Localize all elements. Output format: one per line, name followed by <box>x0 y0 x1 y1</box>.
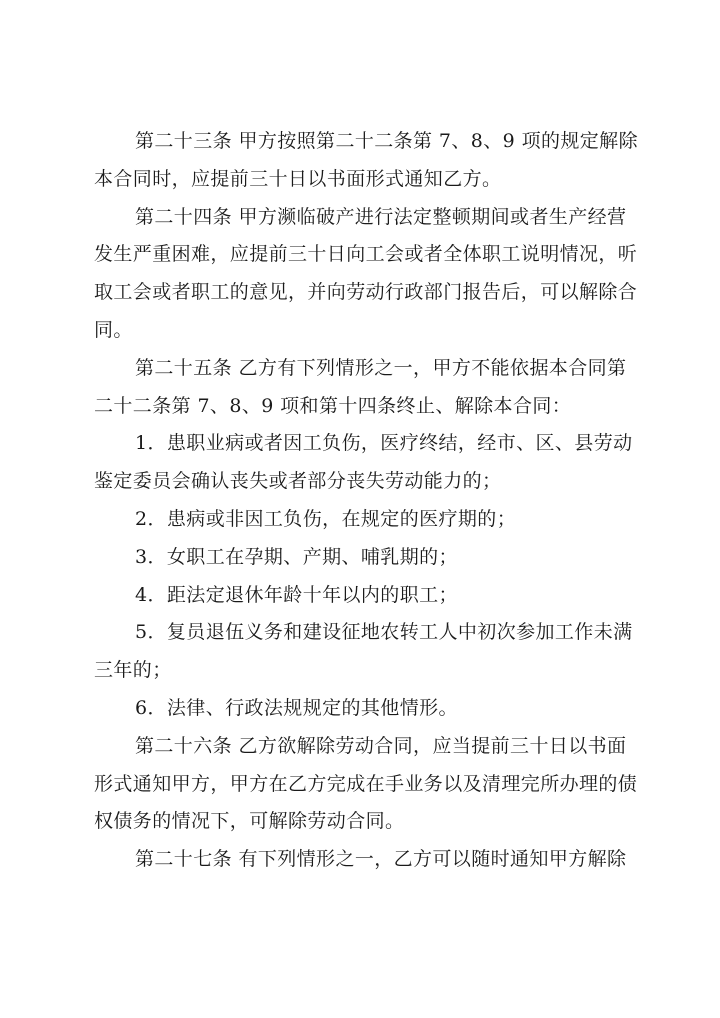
document-body <box>94 123 638 879</box>
text-line: 6．法律、行政法规规定的其他情形。 <box>135 696 458 719</box>
text-line: 鉴定委员会确认丧失或者部分丧失劳动能力的； <box>94 470 502 493</box>
text-line: 第二十六条 乙方欲解除劳动合同，应当提前三十日以书面 <box>135 734 627 757</box>
text-line: 第二十三条 甲方按照第二十二条第 7、8、9 项的规定解除 <box>135 130 638 152</box>
text-line: 3．女职工在孕期、产期、哺乳期的； <box>135 545 458 568</box>
text-line: 三年的； <box>94 659 172 682</box>
text-line: 权债务的情况下，可解除劳动合同。 <box>94 810 405 833</box>
text-line: 第二十七条 有下列情形之一，乙方可以随时通知甲方解除 <box>135 848 627 871</box>
text-line: 1．患职业病或者因工负伤，医疗终结，经市、区、县劳动 <box>135 432 633 455</box>
text-line: 同。 <box>94 318 133 341</box>
text-line: 形式通知甲方，甲方在乙方完成在手业务以及清理完所办理的债 <box>94 772 638 795</box>
text-line: 第二十四条 甲方濒临破产进行法定整顿期间或者生产经营 <box>135 205 627 228</box>
text-line: 5．复员退伍义务和建设征地农转工人中初次参加工作未满 <box>135 621 633 644</box>
text-line: 取工会或者职工的意见，并向劳动行政部门报告后，可以解除合 <box>94 281 638 304</box>
text-line: 发生严重困难，应提前三十日向工会或者全体职工说明情况，听 <box>94 243 638 266</box>
text-line: 第二十五条 乙方有下列情形之一，甲方不能依据本合同第 <box>135 356 627 379</box>
text-line: 二十二条第 7、8、9 项和第十四条终止、解除本合同： <box>94 394 572 417</box>
text-line: 2．患病或非因工负伤，在规定的医疗期的； <box>135 507 517 530</box>
text-line: 4．距法定退休年龄十年以内的职工； <box>135 583 458 606</box>
text-line: 本合同时，应提前三十日以书面形式通知乙方。 <box>94 167 502 190</box>
